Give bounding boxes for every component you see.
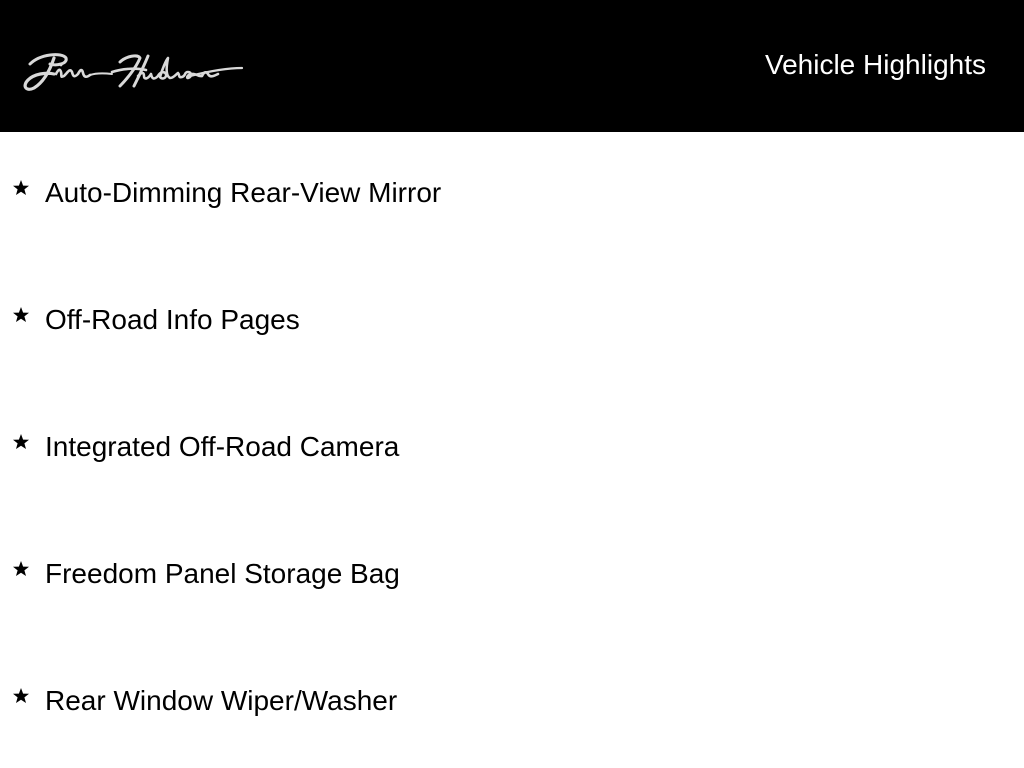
star-icon [11, 686, 31, 706]
header-bar [0, 0, 1024, 132]
list-item [0, 684, 1000, 724]
list-item [0, 430, 1000, 470]
list-item [0, 303, 1000, 343]
highlight-label: Rear Window Wiper/Washer [45, 685, 398, 716]
highlight-label: Off-Road Info Pages [45, 304, 300, 335]
vehicle-highlights-list [0, 132, 1024, 768]
list-item [0, 176, 1000, 216]
list-item [0, 557, 1000, 597]
jim-hudson-logo [20, 46, 246, 98]
star-icon [11, 178, 31, 198]
star-icon [11, 432, 31, 452]
star-icon [11, 559, 31, 579]
page-title: Vehicle Highlights [764, 49, 986, 80]
star-icon [11, 305, 31, 325]
highlight-label: Auto-Dimming Rear-View Mirror [45, 177, 442, 208]
highlight-label: Integrated Off-Road Camera [45, 431, 400, 462]
highlight-label: Freedom Panel Storage Bag [45, 558, 400, 589]
